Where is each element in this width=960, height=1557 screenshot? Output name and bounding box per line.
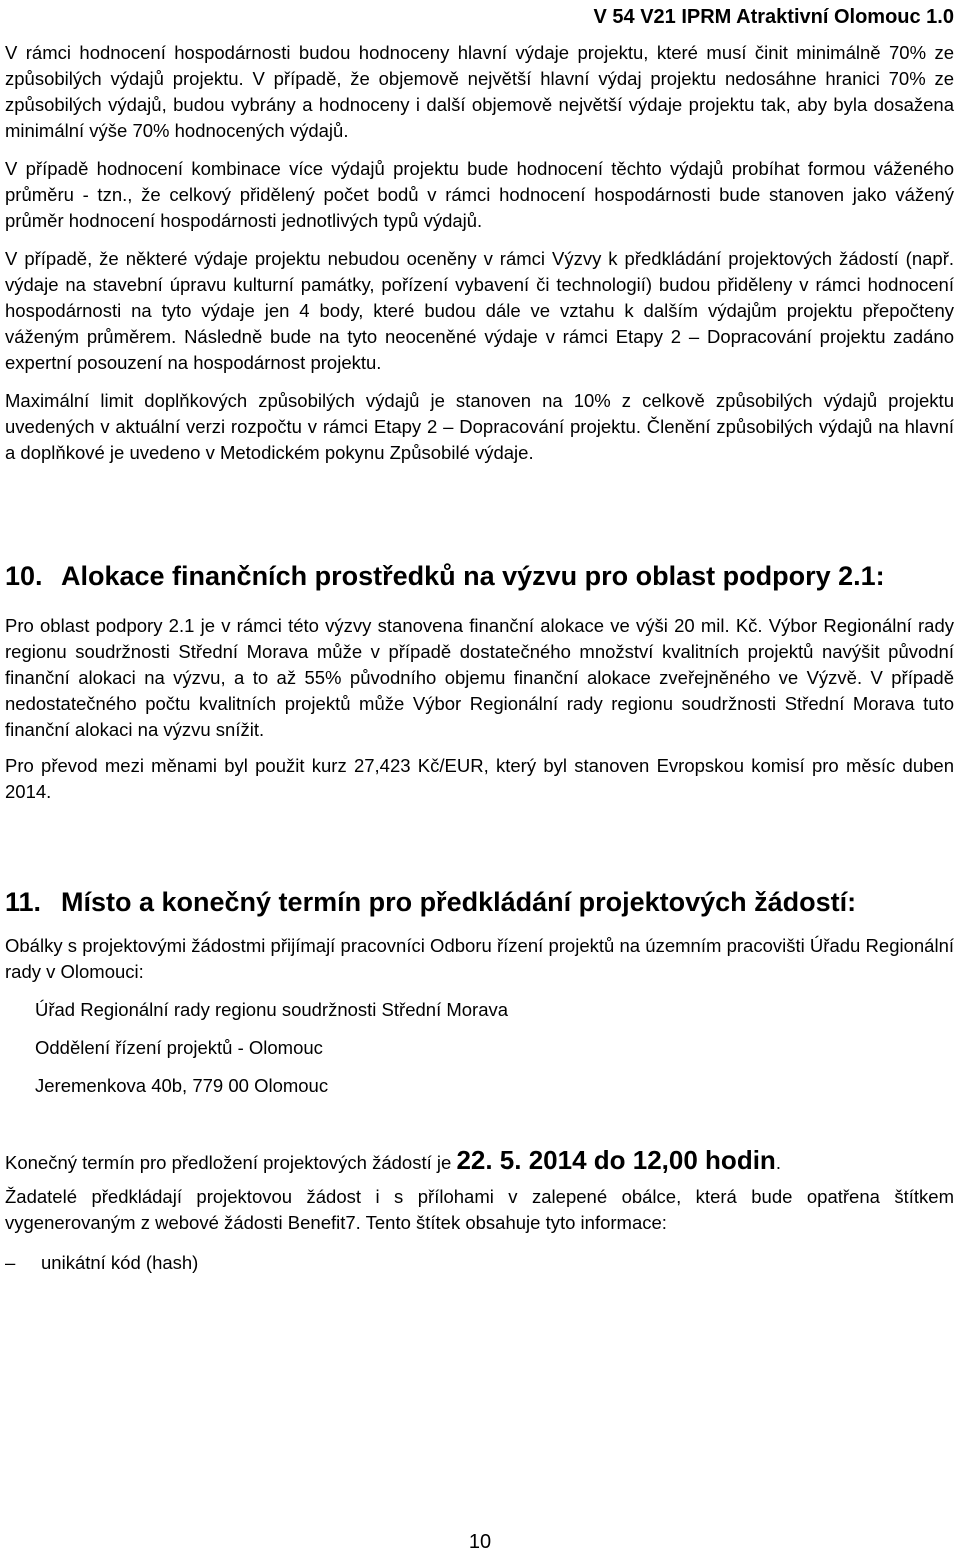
section-title: Místo a konečný termín pro předkládání projektových žádostí: [61,887,857,917]
paragraph-evaluation-scope: V rámci hodnocení hospodárnosti budou hodnoceny hlavní výdaje projektu, které musí činit minimálně 70% ze způsobilých výdajů projektu. V případě, že objemově největší hlavní výdaj projektu nedosáhne hranici 70% ze způsobilých výdajů, budou vybrány a hodnoceny i další objemově největší výdaje projektu tak, aby byla dosažena minimální výše 70% hodnocených výdajů. [5,42,954,141]
section-heading-10 [5,559,954,593]
paragraph-supplementary-limit: Maximální limit doplňkových způsobilých výdajů je stanoven na 10% z celkově způsobilých výdajů projektu uvedených v aktuální verzi rozpočtu v rámci Etapy 2 – Dopracování projektu. Členění způsobilých výdajů na hlavní a doplňkové je uvedeno v Metodickém pokynu Způsobilé výdaje. [5,390,954,463]
list-item [5,1250,954,1276]
address-block [35,997,954,1099]
paragraph-weighted-average: V případě hodnocení kombinace více výdajů projektu bude hodnocení těchto výdajů probíhat formou váženého průměru - tzn., že celkový přidělený počet bodů v rámci hodnocení hospodárnosti bude stanoven jako vážený průměr hodnocení hospodárnosti jednotlivých typů výdajů. [5,158,954,231]
page-content [5,40,954,1276]
address-line: Jeremenkova 40b, 779 00 Olomouc [35,1075,329,1096]
page-number: 10 [468,1531,492,1553]
deadline-line [5,1147,954,1176]
section-title: Alokace finančních prostředků na výzvu pro oblast podpory 2.1: [61,561,885,591]
section-number: 10. [5,561,43,591]
paragraph-submission-place: Obálky s projektovými žádostmi přijímají pracovníci Odboru řízení projektů na územním pracovišti Úřadu Regionální rady v Olomouci: [5,935,954,982]
list-item-text: unikátní kód (hash) [41,1252,199,1273]
deadline-suffix: . [775,1152,781,1173]
paragraph-allocation: Pro oblast podpory 2.1 je v rámci této výzvy stanovena finanční alokace ve výši 20 mil. Kč. Výbor Regionální rady regionu soudržnosti Střední Morava může v případě dostatečného množství kvalitních projektů navýšit původní finanční alokaci na výzvu, a to až 55% původního objemu finanční alokace zveřejněného ve Výzvě. V případě nedostatečného počtu kvalitních projektů může Výbor Regionální rady regionu soudržnosti Střední Morava tuto finanční alokaci na výzvu snížit. [5,615,954,740]
dash-bullet-icon: – [5,1252,16,1273]
deadline-prefix: Konečný termín pro předložení projektových žádostí je [5,1152,457,1173]
document-header: V 54 V21 IPRM Atraktivní Olomouc 1.0 [593,6,954,28]
section-number: 11. [5,887,42,917]
section-heading-11 [5,885,954,919]
deadline-value: 22. 5. 2014 do 12,00 hodin [456,1145,776,1175]
paragraph-unpriced-costs: V případě, že některé výdaje projektu nebudou oceněny v rámci Výzvy k předkládání projektových žádostí (např. výdaje na stavební úpravu kulturní památky, pořízení vybavení či technologií) budou přiděleny v rámci hodnocení hospodárnosti na tyto výdaje jen 4 body, které budou dále ve vztahu k dalším výdajům projektu přepočteny váženým průměrem. Následně bude na tyto neoceněné výdaje v rámci Etapy 2 – Dopracování projektu zadáno expertní posouzení na hospodárnost projektu. [5,248,954,373]
paragraph-exchange-rate: Pro převod mezi měnami byl použit kurz 27,423 Kč/EUR, který byl stanoven Evropskou komisí pro měsíc duben 2014. [5,755,954,802]
address-line: Oddělení řízení projektů - Olomouc [35,1037,323,1058]
address-line: Úřad Regionální rady regionu soudržnosti Střední Morava [35,999,509,1020]
paragraph-envelope-label: Žadatelé předkládají projektovou žádost i s přílohami v zalepené obálce, která bude opatřena štítkem vygenerovaným z webové žádosti Benefit7. Tento štítek obsahuje tyto informace: [5,1186,954,1233]
